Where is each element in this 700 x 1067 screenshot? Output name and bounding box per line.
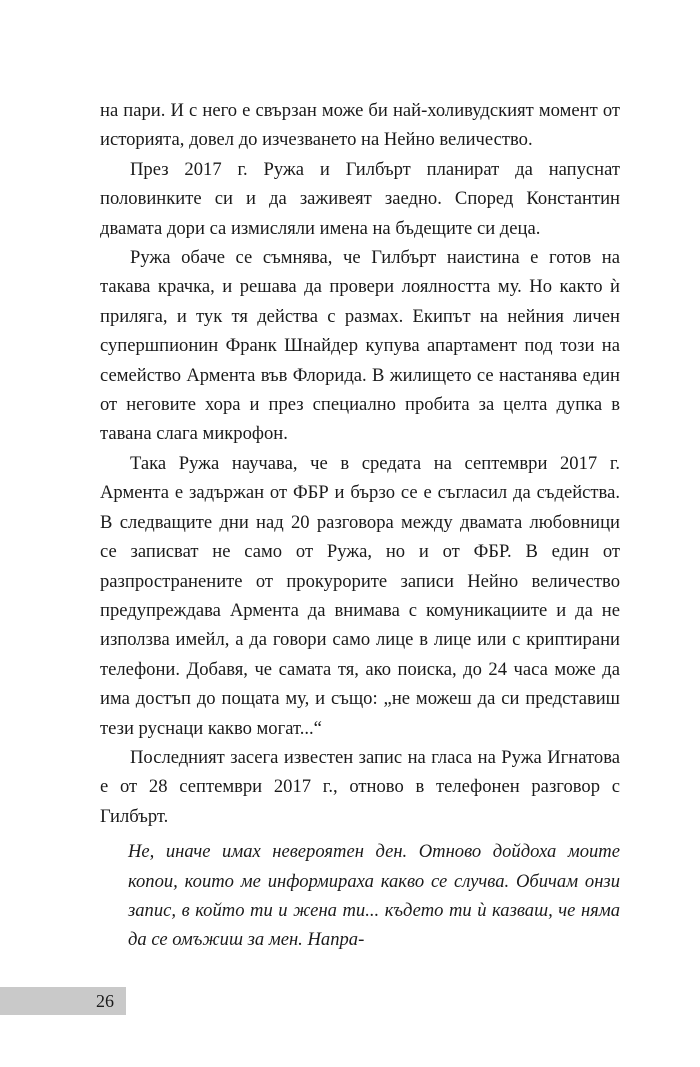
paragraph: Последният засега известен запис на гласа на Ружа Игнатова е от 28 септември 2017 г., отново в телефонен разговор с Гилбърт. bbox=[100, 746, 620, 827]
paragraph-continuation: на пари. И с него е свързан може би най-холивудският момент от историята, довел до изчезването на Нейно величество. bbox=[100, 100, 620, 151]
page-number: 26 bbox=[96, 991, 114, 1011]
block-quote: Не, иначе имах невероятен ден. Отново дойдоха моите копои, които ме информираха какво се случва. Обичам онзи запис, в който ти и жена ти... където ти ѝ казваш, че няма да се омъжиш за мен. Напра- bbox=[128, 841, 620, 951]
paragraph: През 2017 г. Ружа и Гилбърт планират да напуснат половинките си и да заживеят заедно. Според Константин двамата дори са измисляли имена на бъдещите си деца. bbox=[100, 158, 620, 239]
body-text bbox=[100, 96, 620, 955]
page-number-bar bbox=[0, 987, 126, 1015]
paragraph: Така Ружа научава, че в средата на септември 2017 г. Армента е задържан от ФБР и бързо се е съгласил да съдейства. В следващите дни над 20 разговора между двамата любовници се записват не само от Ружа, но и от ФБР. В един от разпространените от прокурорите записи Нейно величество предупреждава Армента да внимава с комуникациите и да не използва имейл, а да говори само лице в лице или с криптирани телефони. Добавя, че самата тя, ако поиска, до 24 часа може да има достъп до пощата му, и също: „не можеш да си представиш тези руснаци какво могат...“ bbox=[100, 452, 620, 739]
paragraph: Ружа обаче се съмнява, че Гилбърт наистина е готов на такава крачка, и решава да провери лоялността му. Но както ѝ приляга, и тук тя действа с размах. Екипът на нейния личен супершпионин Франк Шнайдер купува апартамент под този на семейство Армента във Флорида. В жилището се настанява един от неговите хора и през специално пробита за целта дупка в тавана слага микрофон. bbox=[100, 247, 620, 445]
